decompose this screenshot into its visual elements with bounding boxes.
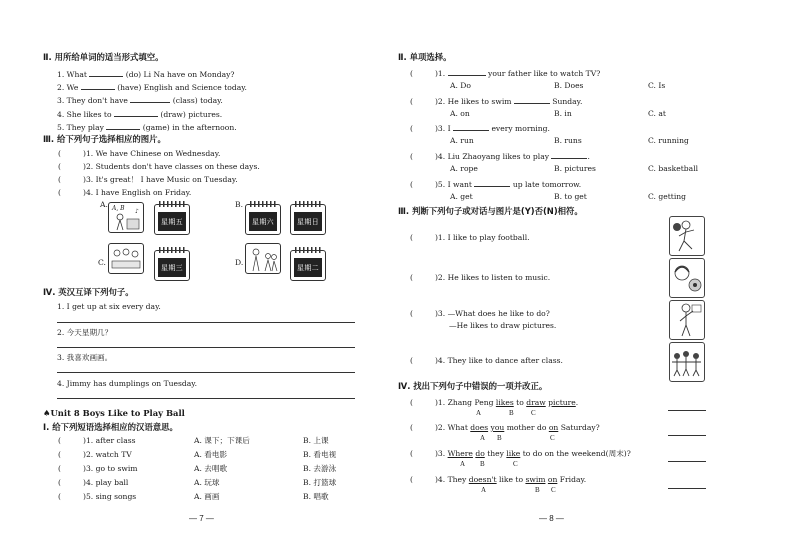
mark-a: A [481,486,487,494]
mc-option-b: B. runs [554,136,582,145]
match-item-2: ( )2. Students don't have classes on these days. [58,162,260,171]
translate-item-3: 3. 我喜欢画画。 [57,353,113,362]
mc-question-3: ( )3. I every morning. [410,124,550,133]
answer-blank[interactable] [114,108,158,117]
error-item-4: ( )4. They doesn't like to swim on Friday. [410,475,587,484]
answer-blank[interactable] [81,81,115,90]
phrase-option-b: B. 去游泳 [303,464,337,473]
fill-item-4: 4. She likes to (draw) pictures. [57,110,223,119]
mc-option-a: A. on [450,109,470,118]
answer-line[interactable] [57,398,355,399]
mc-option-b: B. pictures [554,164,596,173]
correction-line[interactable] [668,410,706,411]
mark-c: C [550,434,555,442]
error-item-2: ( )2. What does you mother do on Saturday? [410,423,600,432]
children-dancing-icon [670,343,704,381]
answer-blank[interactable] [106,121,140,130]
calendar-rings-icon [159,247,185,253]
match-item-3: ( )3. It's great！ I have Music on Tuesday. [58,175,238,184]
answer-line[interactable] [57,322,355,323]
page-number-left: — 7 — [189,514,214,523]
phrase-option-a: A. 画画 [194,492,220,501]
calendar-tuesday: 星期二 [290,250,326,281]
listening-music-icon [670,259,704,297]
answer-blank[interactable] [448,67,486,76]
answer-line[interactable] [57,347,355,348]
correction-line[interactable] [668,461,706,462]
phrase-option-a: A. 课下；下课后 [194,436,250,445]
mc-question-1: ( )1. your father like to watch TV? [410,69,601,78]
phrase-item-4: ( )4. play ball [58,478,129,487]
phrase-option-b: B. 看电视 [303,450,337,459]
error-item-3: ( )3. Where do they like to do on the weekend(周末)? [410,449,631,458]
mc-option-b: B. to get [554,192,587,201]
unit-title: ♠Unit 8 Boys Like to Play Ball [43,408,185,418]
option-label-c: C. [98,258,106,267]
calendar-friday: 星期五 [154,204,190,235]
mark-c: C [531,409,536,417]
option-label-a: A. [100,200,108,209]
drawing-picture [669,300,705,340]
mc-option-b: B. Does [554,81,584,90]
answer-blank[interactable] [130,94,170,103]
yn-item-3: ( )3. —What does he like to do? [410,309,550,318]
phrase-option-b: B. 打篮球 [303,478,337,487]
translate-item-1: 1. I get up at six every day. [57,302,161,311]
yn-item-3-line2: —He likes to draw pictures. [449,321,557,330]
music-picture [669,258,705,298]
fill-item-5: 5. They play (game) in the afternoon. [57,123,237,132]
yn-item-2: ( )2. He likes to listen to music. [410,273,551,282]
svg-text:♪: ♪ [135,208,139,215]
boy-drawing-icon [670,301,704,339]
students-icon [109,244,143,273]
calendar-rings-icon [250,201,276,207]
phrase-option-a: A. 去唱歌 [194,464,228,473]
right-s2-heading: Ⅱ. 单项选择。 [398,52,452,62]
music-lesson-picture [108,202,144,233]
calendar-saturday: 星期六 [245,204,281,235]
calendar-rings-icon [295,201,321,207]
left-s4-heading: Ⅳ. 英汉互译下列句子。 [43,287,134,297]
translate-item-2: 2. 今天星期几？ [57,328,113,337]
english-class-picture [245,243,281,274]
mc-question-2: ( )2. He likes to swim Sunday. [410,97,583,106]
mc-option-a: A. get [450,192,473,201]
mark-b: B [497,434,502,442]
mark-a: A [480,434,486,442]
mc-option-c: C. getting [648,192,687,201]
translate-item-4: 4. Jimmy has dumplings on Tuesday. [57,379,198,388]
mark-c: C [513,460,518,468]
mc-option-c: C. running [648,136,689,145]
calendar-wednesday: 星期三 [154,250,190,281]
phrase-item-2: ( )2. watch TV [58,450,132,459]
yn-item-1: ( )1. I like to play football. [410,233,530,242]
phrase-item-1: ( )1. after class [58,436,136,445]
correction-line[interactable] [668,435,706,436]
phrase-option-a: A. 看电影 [194,450,228,459]
fill-item-3: 3. They don't have (class) today. [57,96,223,105]
answer-line[interactable] [57,372,355,373]
mc-question-5: ( )5. I want up late tomorrow. [410,180,582,189]
left-s2-heading: Ⅱ. 用所给单词的适当形式填空。 [43,52,164,62]
correction-line[interactable] [668,488,706,489]
phrase-item-3: ( )3. go to swim [58,464,138,473]
left-s1-heading: Ⅰ. 给下列短语选择相应的汉语意思。 [43,422,178,432]
page-number-right: — 8 — [539,514,564,523]
answer-blank[interactable] [474,178,510,187]
match-item-1: ( )1. We have Chinese on Wednesday. [58,149,221,158]
mark-b: B [535,486,540,494]
mc-question-4: ( )4. Liu Zhaoyang likes to play . [410,152,590,161]
football-picture [669,216,705,256]
answer-blank[interactable] [453,122,489,131]
music-notes-text: A, B [112,205,125,212]
mc-option-c: C. at [648,109,666,118]
answer-blank[interactable] [551,150,587,159]
mark-a: A [476,409,482,417]
option-label-b: B. [235,200,243,209]
phrase-option-b: B. 唱歌 [303,492,329,501]
mark-c: C [551,486,556,494]
phrase-item-5: ( )5. sing songs [58,492,137,501]
mc-option-a: A. Do [450,81,471,90]
calendar-sunday: 星期日 [290,204,326,235]
mark-b: B [509,409,514,417]
match-item-4: ( )4. I have English on Friday. [58,188,192,197]
phrase-option-a: A. 玩球 [194,478,220,487]
mark-a: A [460,460,466,468]
left-s3-heading: Ⅲ. 给下列句子选择相应的图片。 [43,134,166,144]
chinese-class-picture [108,243,144,274]
music-teacher-icon [109,203,143,232]
right-s4-heading: Ⅳ. 找出下列句子中错误的一项并改正。 [398,381,548,391]
option-label-d: D. [235,258,244,267]
calendar-rings-icon [295,247,321,253]
calendar-rings-icon [159,201,185,207]
mc-option-c: C. basketball [648,164,699,173]
answer-blank[interactable] [89,68,123,77]
phrase-option-b: B. 上课 [303,436,329,445]
mc-option-c: C. Is [648,81,666,90]
mc-option-a: A. rope [450,164,478,173]
fill-item-1: 1. What (do) Li Na have on Monday? [57,70,235,79]
dancing-picture [669,342,705,382]
teacher-students-icon [246,244,280,273]
error-item-1: ( )1. Zhang Peng likes to draw picture. [410,398,579,407]
mc-option-b: B. in [554,109,572,118]
answer-blank[interactable] [514,95,550,104]
yn-item-4: ( )4. They like to dance after class. [410,356,563,365]
football-player-icon [670,217,704,255]
fill-item-2: 2. We (have) English and Science today. [57,83,247,92]
mc-option-a: A. run [450,136,474,145]
right-s3-heading: Ⅲ. 判断下列句子或对话与图片是(Y)否(N)相符。 [398,206,583,216]
mark-b: B [480,460,485,468]
